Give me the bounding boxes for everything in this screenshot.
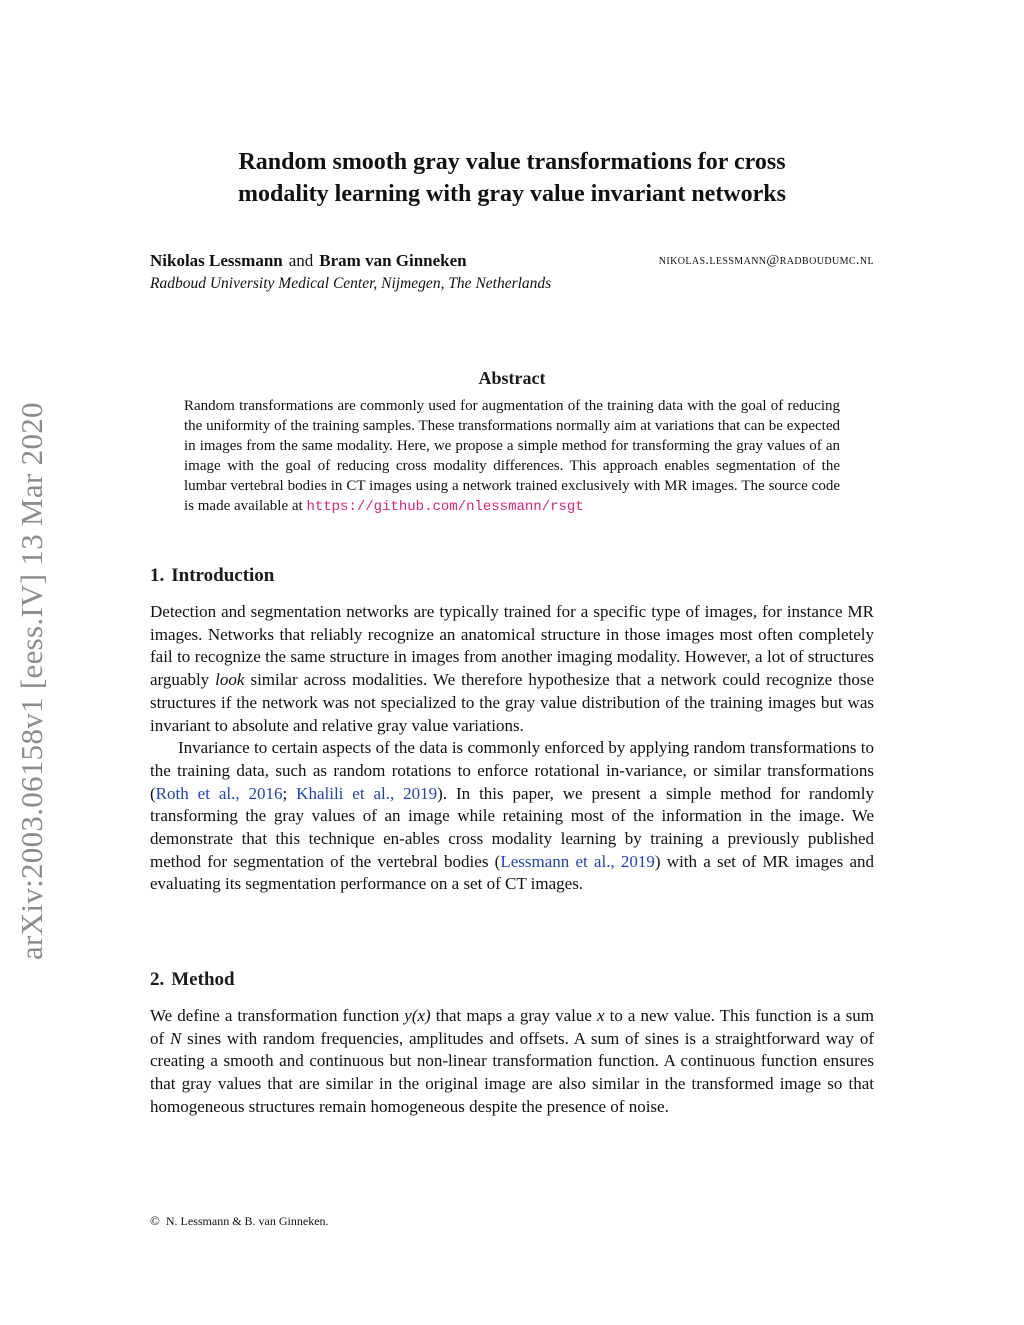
citation-author: Roth et al. xyxy=(155,783,236,803)
citation-khalili[interactable]: Khalili et al., 2019 xyxy=(296,783,438,803)
introduction-body xyxy=(150,601,874,896)
text-run: Invariance to certain aspects of the data is commonly enforced by applying random transformations to the training data, such as random rotations to enforce rotational in-variance, or similar transformations ( xyxy=(150,738,874,803)
citation-lessmann[interactable]: Lessmann et al., 2019 xyxy=(500,851,655,871)
math-variable-n: N xyxy=(169,1028,182,1048)
paper-title xyxy=(150,146,874,210)
section-title: Introduction xyxy=(171,565,275,586)
title-line-2: modality learning with gray value invariant networks xyxy=(237,181,786,207)
author-line xyxy=(150,251,874,271)
section-heading-method xyxy=(150,969,874,991)
abstract-paragraph: Random transformations are commonly used for augmentation of the training data with the goal of reducing the uniformity of the training samples. These transformations normally aim at variations that can be expected in images from the same modality. Here, we propose a simple method for transforming the gray values of an image with the goal of reducing cross modality differences. This approach enables segmentation of the lumbar vertebral bodies in CT images using a network trained exclusively with MR images. The source code is made available at xyxy=(184,398,840,515)
section-number: 1. xyxy=(150,565,165,586)
emphasis-look: look xyxy=(215,670,245,690)
author-1: Nikolas Lessmann xyxy=(150,251,283,270)
text-run: ). In this paper, we present a simple method for randomly transforming the gray values of an image while retaining most of the information in the image. We demonstrate that this technique en-ables cross modality learning by training a previously published method for segmentation of the vertebral bodies ( xyxy=(150,783,875,871)
intro-paragraph-2: Invariance to certain aspects of the data is commonly enforced by applying random transformations to the training data, such as random rotations to enforce rotational in-variance, or similar transformations (Roth et al., 2016; Khalili et al., 2019). In this paper, we present a simple method for randomly transforming the gray values of an image while retaining most of the information in the image. We demonstrate that this technique en-ables cross modality learning by training a previously published method for segmentation of the vertebral bodies (Lessmann et al., 2019) with a set of MR images and evaluating its segmentation performance on a set of CT images. xyxy=(150,738,875,894)
section-heading-introduction xyxy=(150,565,874,587)
author-email[interactable]: nikolas.lessmann@radboudumc.nl xyxy=(658,253,874,268)
citation-author: Khalili et al. xyxy=(296,783,390,803)
citation-roth[interactable]: Roth et al., 2016 xyxy=(155,783,283,803)
intro-paragraph-1 xyxy=(150,601,874,737)
arxiv-identifier-stamp: arXiv:2003.06158v1 [eess.IV] 13 Mar 2020 xyxy=(14,402,49,960)
footer-copyright xyxy=(150,1213,329,1229)
citation-year: 2019 xyxy=(620,851,655,871)
method-paragraph-1 xyxy=(150,1005,874,1119)
math-function-y-of-x: y(x) xyxy=(404,1006,431,1025)
text-run: Detection and segmentation networks are typically trained for a specific type of images, for instance MR images. Networks that reliably recognize an anatomical structure in those images most often completely fail to recognize the same structure in images from another imaging modality. However, a lot of structures arguably xyxy=(150,602,874,690)
copyright-text: N. Lessmann & B. van Ginneken. xyxy=(165,1214,329,1228)
author-2: Bram van Ginneken xyxy=(319,251,467,270)
section-title: Method xyxy=(171,969,235,990)
citation-author: Lessmann et al. xyxy=(500,851,611,871)
author-affiliation: Radboud University Medical Center, Nijmegen, The Netherlands xyxy=(150,275,552,292)
title-line-1: Random smooth gray value transformations for cross xyxy=(238,149,786,175)
abstract-heading: Abstract xyxy=(478,368,546,388)
source-code-link[interactable]: https://github.com/nlessmann/rsgt xyxy=(306,499,584,516)
author-conjunction: and xyxy=(288,251,314,270)
text-run: ) with a set of MR images and evaluating its segmentation performance on a set of CT images. xyxy=(150,851,875,894)
citation-year: 2019 xyxy=(403,783,438,803)
text-run: sines with random frequencies, amplitudes and offsets. A sum of sines is a straightforward way of creating a smooth and continuous but non-linear transformation function. A continuous function ensures that gray values that are similar in the original image are also similar in the transformed image so that homogeneous structures remain homogeneous despite the presence of noise. xyxy=(150,1028,874,1116)
math-variable-x: x xyxy=(597,1006,605,1025)
text-run: similar across modalities. We therefore hypothesize that a network could recognize those structures if the network was not specialized to the gray value distribution of the training images but was invariant to absolute and relative gray value variations. xyxy=(150,670,875,735)
text-run: to a new value. This function is a sum of xyxy=(150,1006,875,1048)
text-run: that maps a gray value xyxy=(435,1006,592,1025)
text-run: We define a transformation function xyxy=(150,1006,400,1025)
copyright-icon: © xyxy=(150,1213,160,1228)
citation-year: 2016 xyxy=(248,783,283,803)
abstract-text xyxy=(184,396,840,518)
section-number: 2. xyxy=(150,969,165,990)
method-body xyxy=(150,1005,874,1119)
